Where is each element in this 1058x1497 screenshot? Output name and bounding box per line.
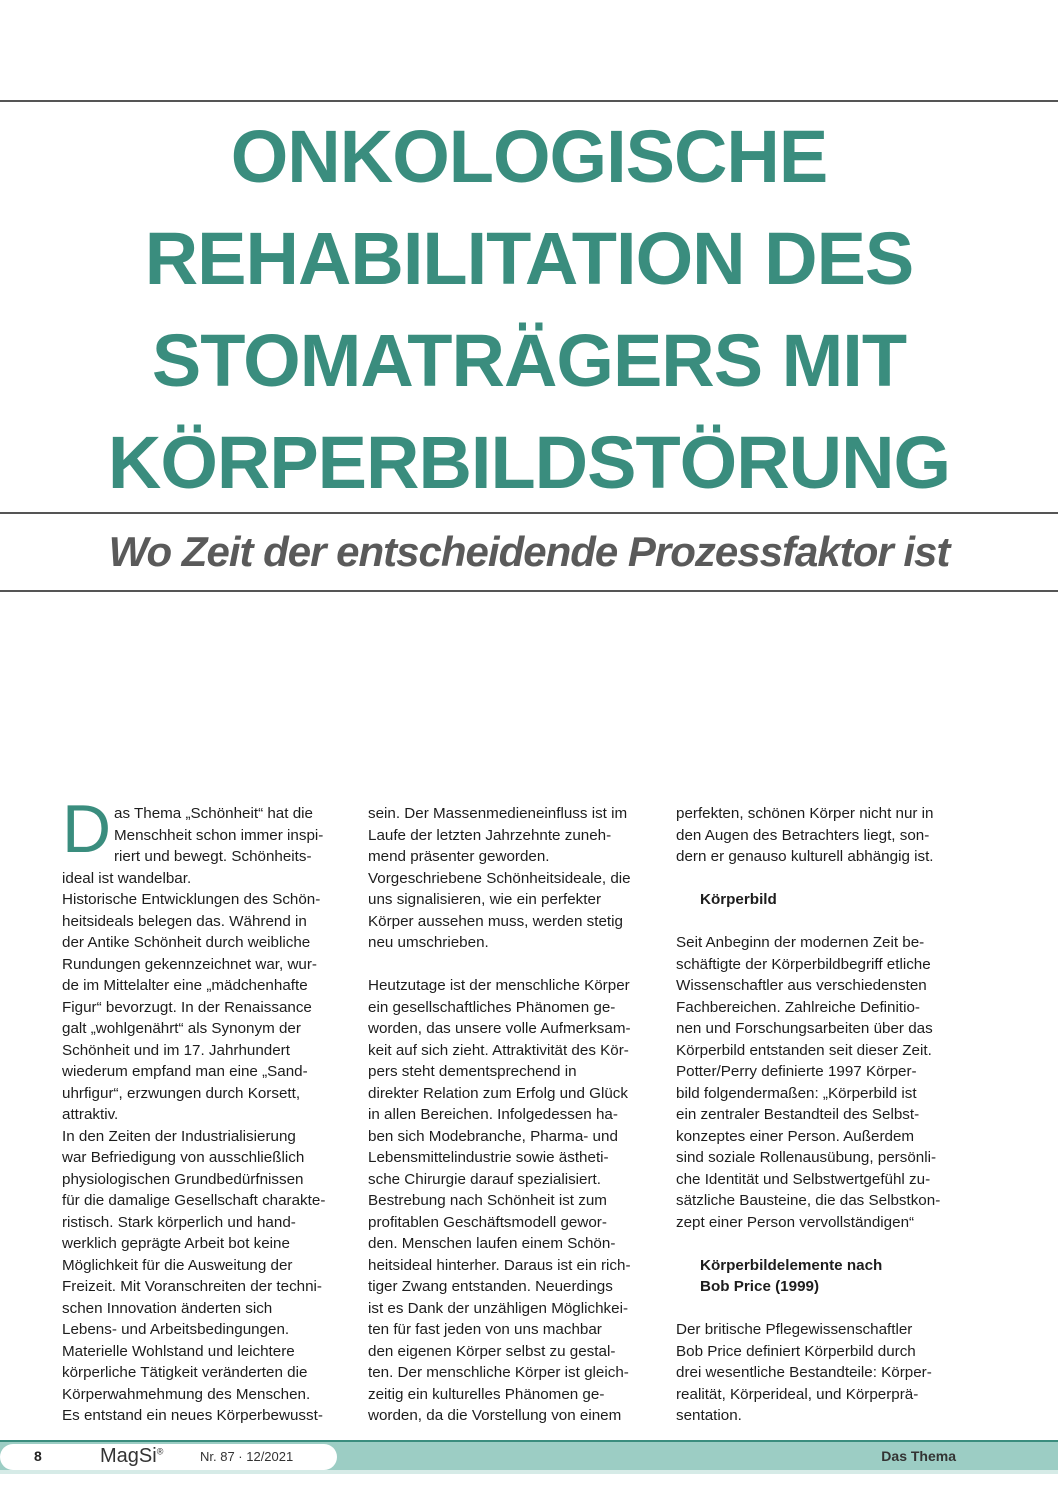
- text-line: Seit Anbeginn der modernen Zeit be-: [676, 934, 925, 951]
- registered-mark: ®: [156, 1446, 164, 1457]
- text-line: ein gesellschaftliches Phänomen ge-: [368, 998, 616, 1016]
- text-line: zeitig ein kulturelles Phänomen ge-: [368, 1385, 605, 1403]
- title-line: KÖRPERBILDSTÖRUNG: [107, 421, 951, 504]
- text-line: tiger Zwang entstanden. Neuerdings: [368, 1278, 613, 1295]
- paragraph-gap: [676, 1298, 966, 1320]
- text-line: Vorgeschriebene Schönheitsideale, die: [368, 869, 631, 887]
- text-column-3: [676, 803, 966, 1427]
- text-line: sätzliche Bausteine, die das Selbstkon-: [676, 1192, 941, 1209]
- text-line: Potter/Perry definierte 1997 Körper-: [676, 1063, 917, 1080]
- text-line: den. Menschen laufen einem Schön-: [368, 1235, 616, 1252]
- text-line: bild folgendermaßen: „Körperbild ist: [676, 1084, 917, 1102]
- text-line: schäftigte der Körperbildbegriff etliche: [676, 955, 931, 973]
- section-heading: Körperbild: [700, 891, 777, 908]
- paragraph: [676, 1319, 966, 1427]
- text-line: Der britische Pflegewissenschaftler: [676, 1321, 913, 1338]
- text-line: Bestrebung nach Schönheit ist zum: [368, 1192, 607, 1209]
- text-line: Lebens- und Arbeitsbedingungen.: [62, 1321, 290, 1338]
- text-line: Lebensmittelindustrie sowie ästheti-: [368, 1149, 609, 1166]
- text-line: Historische Entwicklungen des Schön-: [62, 891, 321, 908]
- text-line: ten für fast jeden von uns machbar: [368, 1321, 602, 1338]
- text-line: werklich geprägte Arbeit bot keine: [62, 1235, 290, 1252]
- text-line: körperliche Tätigkeit veränderten die: [62, 1364, 308, 1381]
- text-line: Materielle Wohlstand und leichtere: [62, 1342, 295, 1360]
- text-line: konzeptes einer Person. Außerdem: [676, 1127, 915, 1145]
- text-line: sind soziale Rollenausübung, persönli-: [676, 1149, 937, 1166]
- text-line: ristisch. Stark körperlich und hand-: [62, 1213, 296, 1231]
- text-line: Heutzutage ist der menschliche Körper: [368, 977, 630, 994]
- text-line: den Augen des Betrachters liegt, son-: [676, 826, 930, 844]
- paragraph-gap: [676, 911, 966, 933]
- text-line: der Antike Schönheit durch weibliche: [62, 934, 311, 951]
- text-line: ideal ist wandelbar.: [62, 869, 192, 887]
- text-line: Körper aussehen muss, werden stetig: [368, 912, 623, 930]
- paragraph: [676, 803, 966, 868]
- text-column-1: [62, 791, 352, 1427]
- text-line: Fachbereichen. Zahlreiche Definitio-: [676, 998, 920, 1016]
- issue-info: Nr. 87 · 12/2021: [200, 1449, 294, 1464]
- text-line: für die damalige Gesellschaft charakte-: [62, 1192, 326, 1209]
- magazine-name: MagSi: [100, 1445, 157, 1467]
- text-line: sche Chirurgie darauf spezialisiert.: [368, 1170, 601, 1188]
- drop-cap: D: [62, 791, 112, 867]
- article-title: [0, 106, 1058, 514]
- text-line: ten. Der menschliche Körper ist gleich-: [368, 1364, 629, 1381]
- page-footer: [0, 1440, 1058, 1474]
- text-line: worden, das unsere volle Aufmerksam-: [368, 1020, 631, 1037]
- page-number-box: [0, 1444, 62, 1470]
- text-line: sentation.: [676, 1407, 742, 1424]
- text-line: keit auf sich zieht. Attraktivität des Kör-: [368, 1041, 629, 1059]
- paragraph: [368, 803, 658, 954]
- text-line: dern er genauso kulturell abhängig ist.: [676, 848, 934, 865]
- section-name: Das Thema: [881, 1448, 956, 1464]
- text-line: profitablen Geschäftsmodell gewor-: [368, 1213, 607, 1231]
- text-line: in allen Bereichen. Infolgedessen ha-: [368, 1106, 618, 1123]
- text-line: Es entstand ein neues Körperbewusst-: [62, 1407, 323, 1424]
- text-line: ist es Dank der unzähligen Möglichkei-: [368, 1299, 629, 1317]
- text-line: Körperbild entstanden seit dieser Zeit.: [676, 1041, 932, 1059]
- paragraph: [676, 932, 966, 1233]
- text-line: Figur“ bevorzugt. In der Renaissance: [62, 998, 312, 1016]
- text-line: In den Zeiten der Industrialisierung: [62, 1127, 296, 1145]
- text-line: riert und bewegt. Schönheits-: [114, 848, 312, 865]
- text-line: che Identität und Selbstwertgefühl zu-: [676, 1170, 931, 1188]
- text-line: mend präsenter geworden.: [368, 848, 550, 865]
- text-line: Menschheit schon immer inspi-: [114, 826, 324, 844]
- text-line: physiologischen Grundbedürfnissen: [62, 1170, 304, 1188]
- text-line: wiederum empfand man eine „Sand-: [62, 1063, 308, 1080]
- text-line: Freizeit. Mit Voranschreiten der techni-: [62, 1278, 322, 1295]
- text-line: heitsideal hinterher. Daraus ist ein rich-: [368, 1256, 631, 1274]
- top-rule: [0, 100, 1058, 102]
- text-line: pers steht dementsprechend in: [368, 1063, 577, 1080]
- title-line: REHABILITATION DES: [144, 217, 914, 300]
- text-line: perfekten, schönen Körper nicht nur in: [676, 805, 934, 822]
- text-line: neu umschrieben.: [368, 934, 489, 951]
- title-line: STOMATRÄGERS MIT: [151, 319, 907, 402]
- text-line: worden, da die Vorstellung von einem: [368, 1407, 622, 1424]
- subtitle-rule: [0, 590, 1058, 592]
- text-line: heitsideals belegen das. Während in: [62, 912, 307, 930]
- text-line: Körperwahmehmung des Menschen.: [62, 1385, 311, 1403]
- footer-underline: [0, 1470, 1058, 1474]
- paragraph-gap: [368, 954, 658, 976]
- intro-paragraph: [62, 791, 352, 868]
- text-line: Bob Price definiert Körperbild durch: [676, 1342, 916, 1360]
- text-line: Wissenschaftler aus verschiedensten: [676, 977, 927, 994]
- paragraph: [368, 975, 658, 1427]
- text-line: uns signalisieren, wie ein perfekter: [368, 891, 601, 908]
- text-column-2: [368, 803, 658, 1427]
- section-heading: Körperbildelemente nach: [700, 1256, 883, 1274]
- text-line: drei wesentliche Bestandteile: Körper-: [676, 1364, 932, 1381]
- text-line: sein. Der Massenmedieneinfluss ist im: [368, 805, 628, 822]
- text-line: attraktiv.: [62, 1106, 119, 1123]
- text-line: nen und Forschungsarbeiten über das: [676, 1020, 933, 1037]
- text-line: direkter Relation zum Erfolg und Glück: [368, 1084, 628, 1102]
- magazine-logo: [100, 1445, 163, 1468]
- text-line: Möglichkeit für die Ausweitung der: [62, 1256, 293, 1274]
- text-line: schen Innovation änderten sich: [62, 1299, 273, 1317]
- text-line: ben sich Modebranche, Pharma- und: [368, 1127, 618, 1145]
- text-line: zept einer Person vervollständigen“: [676, 1213, 915, 1231]
- text-line: Rundungen gekennzeichnet war, wur-: [62, 955, 317, 973]
- text-line: uhrfigur“, erzwungen durch Korsett,: [62, 1084, 301, 1102]
- paragraph-gap: [676, 1233, 966, 1255]
- text-line: war Befriedigung von ausschließlich: [62, 1149, 305, 1166]
- paragraph-gap: [676, 868, 966, 890]
- text-line: ein zentraler Bestandteil des Selbst-: [676, 1106, 920, 1123]
- article-subtitle: Wo Zeit der entscheidende Prozessfaktor ist: [108, 528, 950, 575]
- title-line: ONKOLOGISCHE: [230, 115, 828, 198]
- text-line: Laufe der letzten Jahrzehnte zuneh-: [368, 826, 612, 844]
- text-line: Schönheit und im 17. Jahrhundert: [62, 1041, 290, 1059]
- text-line: galt „wohlgenährt“ als Synonym der: [62, 1020, 301, 1037]
- text-line: de im Mittelalter eine „mädchenhafte: [62, 977, 308, 994]
- text-line: as Thema „Schönheit“ hat die: [114, 805, 313, 822]
- text-line: den eigenen Körper selbst zu gestal-: [368, 1342, 616, 1360]
- body-text: [62, 868, 352, 1427]
- text-line: realität, Körperideal, und Körperprä-: [676, 1385, 919, 1403]
- title-rule: [0, 512, 1058, 514]
- page-number: 8: [34, 1448, 42, 1464]
- section-heading: Bob Price (1999): [700, 1278, 820, 1295]
